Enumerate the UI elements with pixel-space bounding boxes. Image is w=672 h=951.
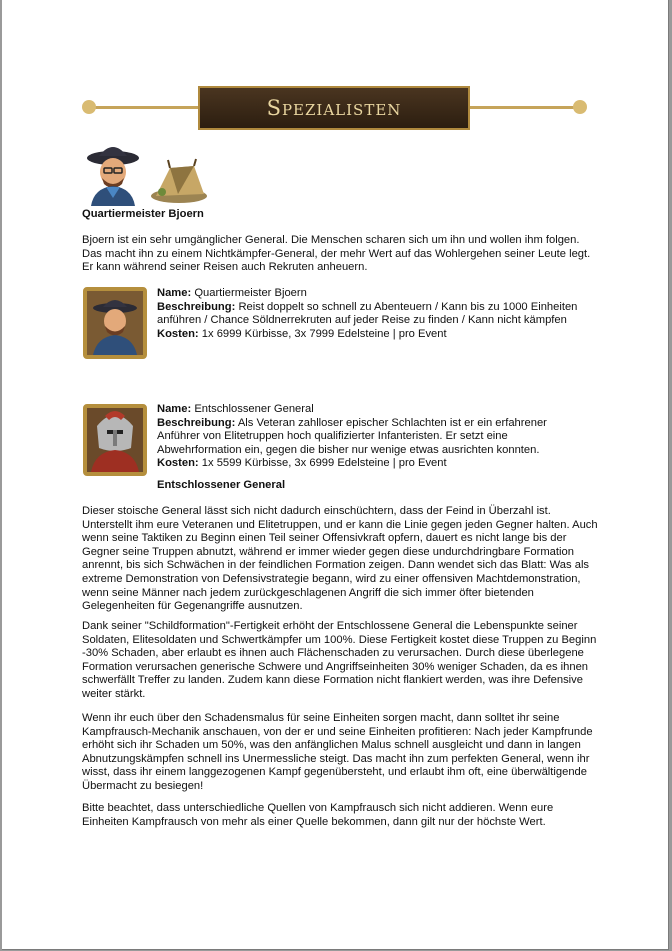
- field-label: Kosten:: [157, 327, 199, 340]
- field-label: Name:: [157, 403, 192, 415]
- specialist-card-frame: [83, 287, 147, 359]
- specialist-name: Entschlossener General: [194, 403, 314, 415]
- banner-title: Spezialisten: [266, 96, 402, 120]
- general-portrait-icon: [87, 408, 143, 472]
- field-label: Beschreibung:: [157, 300, 236, 313]
- banner-finial-left: [82, 100, 96, 114]
- specialist-entry: [157, 287, 587, 341]
- specialist-description: Als Veteran zahlloser epischer Schlachten ist er ein erfahrener Anführer von Elitetruppen hoch qualifizierter Infanteristen. Er setzt eine Abwehrformation ein, gegen die bisher nur wenige etwas ausrichten konnten.: [157, 416, 547, 456]
- body-paragraph: Bitte beachtet, dass unterschiedliche Quellen von Kampfrausch sich nicht addieren. Wenn eure Einheiten Kampfrausch von mehr als einer Quelle bekommen, dann gilt nur der höchste Wert.: [82, 802, 554, 828]
- section-banner: [82, 82, 587, 136]
- banner-ornament-left: [88, 106, 200, 109]
- specialist-name: Quartiermeister Bjoern: [194, 287, 307, 299]
- banner-plate: [198, 86, 470, 130]
- specialist-cost: 1x 5599 Kürbisse, 3x 6999 Edelsteine | pro Event: [201, 457, 447, 470]
- intro-heading: Quartiermeister Bjoern: [82, 208, 204, 220]
- banner-finial-right: [573, 100, 587, 114]
- banner-ornament-right: [470, 106, 582, 109]
- field-label: Name:: [157, 287, 192, 299]
- field-label: Kosten:: [157, 457, 199, 470]
- quartermaster-avatar-icon: [82, 140, 144, 206]
- document-page: [2, 0, 669, 950]
- body-paragraph: Dank seiner "Schildformation"-Fertigkeit erhöht der Entschlossene General die Lebenspunkte seiner Soldaten, Elitesoldaten und Schwertkämpfer um 100%. Diese Fertigkeit kostet diese Truppen zu Beginn -30% Schaden, aber erlaubt es ihnen auch Flächenschaden zu verursachen. Durch diese überlegene Formation verursachen generische Schwere und Angriffseinheiten 30% weniger Schaden, da es ihnen schwerfällt Treffer zu landen. Zudem kann diese Formation nicht flankiert werden, was ihre Defensive weiter stärkt.: [82, 620, 597, 700]
- body-paragraph: Dieser stoische General lässt sich nicht dadurch einschüchtern, dass der Feind in Überzahl ist. Unterstellt ihm eure Veteranen und Elitetruppen, und er kann die Linie gegen jeden Gegner halten. Auch wenn seine Taktiken zu Beginn einen Teil seiner Offensivkraft opfern, dauert es nicht lange bis der Gegner seine Truppen abnutzt, während er immer wieder gegen diese undurchdringbare Formation anrennt, bis sich Schwächen in der feindlichen Formation zeigen. Dann wendet sich das Blatt: Was als extreme Demonstration von Defensivstrategie begann, wird zu einer offensiven Machtdemonstration, wenn seine Männer nach jedem zurückgeschlagenen Angriff die sich immer öfter bietenden Gelegenheiten für Gegenangriffe ausnutzen.: [82, 505, 598, 613]
- specialist-entry: [157, 403, 587, 471]
- intro-text: Bjoern ist ein sehr umgänglicher General. Die Menschen scharen sich um ihn und wollen ihm folgen. Das macht ihn zu einem Nichtkämpfer-General, der mehr Wert auf das Wohlergehen seiner Leute legt. Er kann während seiner Reisen auch Rekruten anheuern.: [82, 234, 591, 274]
- specialist-cost: 1x 6999 Kürbisse, 3x 7999 Edelsteine | pro Event: [201, 327, 447, 340]
- specialist-description: Reist doppelt so schnell zu Abenteuern / Kann bis zu 1000 Einheiten anführen / Chance Söldnerrekruten auf jeder Reise zu finden / Kann nicht kämpfen: [157, 300, 578, 327]
- body-paragraph: Wenn ihr euch über den Schadensmalus für seine Einheiten sorgen macht, dann solltet ihr seine Kampfrausch-Mechanik anschauen, von der er und seine Einheiten profitieren: Nach jeder Kampfrunde erhöht sich ihr Schaden um 50%, was den anfänglichen Malus schnell ausgleicht und dann in langen Abnutzungskämpfen schnell ins Unermessliche steigt. Das macht ihn zum perfekten General, wenn ihr wisst, dass ihr einem langgezogenen Kampf gegenübersteht, und erlaubt ihm oft, eine überwältigende Übermacht zu besiegen!: [82, 712, 593, 792]
- field-label: Beschreibung:: [157, 416, 236, 429]
- quartermaster-portrait-icon: [87, 291, 143, 355]
- camp-tent-icon: [148, 158, 210, 204]
- section-heading: Entschlossener General: [157, 479, 286, 491]
- specialist-card-frame: [83, 404, 147, 476]
